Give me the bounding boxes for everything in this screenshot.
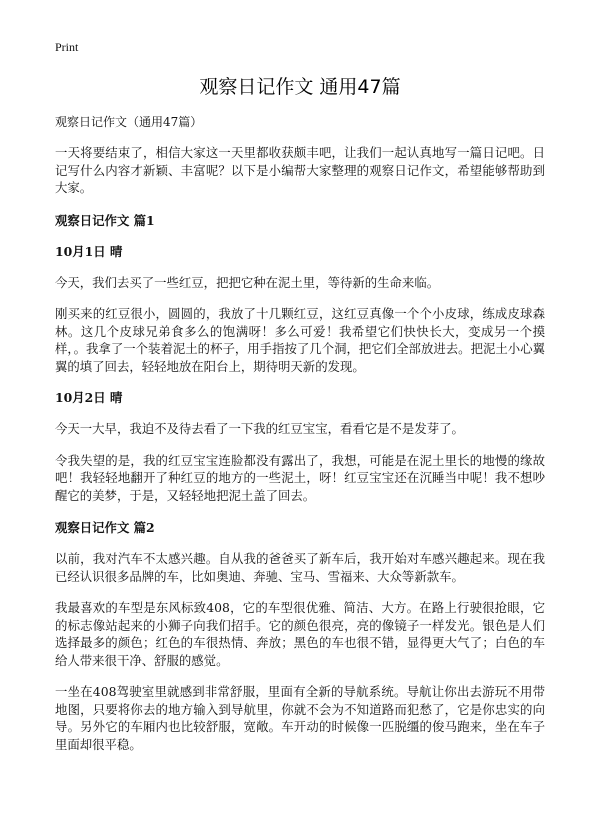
diary-date: 10月1日 晴 [55, 243, 123, 259]
body-paragraph: 今天，我们去买了一些红豆，把把它种在泥土里，等待新的生命来临。 [55, 274, 440, 290]
diary-date: 10月2日 晴 [55, 390, 123, 405]
body-paragraph: 一坐在408驾驶室里就感到非常舒服，里面有全新的导航系统。导航让你出去游玩不用带地图，只要将你去的地方输入到导航里，你就不会为不知道路而犯愁了，它是你忠实的向导。另外它的车厢内也比较舒服，宽敞。车开动的时候像一匹脱缰的俊马跑来，坐在车子里面却很平稳。 [55, 684, 545, 752]
document-subtitle: 观察日记作文（通用47篇） [55, 115, 203, 129]
body-paragraph: 今天一大早，我迫不及待去看了一下我的红豆宝宝，看看它是不是发芽了。 [55, 421, 464, 436]
section-heading: 观察日记作文 篇1 [55, 212, 155, 228]
document-title: 观察日记作文 通用47篇 [199, 76, 401, 98]
body-paragraph: 刚买来的红豆很小，圆圆的，我放了十几颗红豆，这红豆真像一个个小皮球，练成皮球森林。这几个皮球兄弟食多么的饱满呀！多么可爱！我希望它们快快长大，变成另一个摸样，。我拿了一个装着泥土的杯子，用手指按了几个洞，把它们全部放进去。把泥土小心翼翼的填了回去，轻轻地放在阳台上，期待明天新的发现。 [55, 306, 545, 374]
print-link[interactable]: Print [55, 40, 79, 54]
body-paragraph: 令我失望的是，我的红豆宝宝连脸都没有露出了，我想，可能是在泥土里长的地慢的缘故吧！我轻轻地翻开了种红豆的地方的一些泥土，呀！红豆宝宝还在沉睡当中呢！我不想吵醒它的美梦，于是，又轻轻地把泥土盖了回去。 [55, 452, 545, 503]
section-heading: 观察日记作文 篇2 [55, 520, 155, 535]
body-paragraph: 我最喜欢的车型是东风标致408，它的车型很优雅、简洁、大方。在路上行驶很抢眼，它的标志像站起来的小狮子向我们招手。它的颜色很亮，亮的像镜子一样发光。银色是人们选择最多的颜色；红色的车很热情、奔放；黑色的车也很不错，显得更大气了；白色的车给人带来很干净、舒服的感觉。 [55, 600, 545, 668]
body-paragraph: 以前，我对汽车不太感兴趣。自从我的爸爸买了新车后，我开始对车感兴趣起来。现在我已经认识很多品牌的车，比如奥迪、奔驰、宝马、雪福来、大众等新款车。 [55, 551, 545, 584]
intro-paragraph: 一天将要结束了，相信大家这一天里都收获颇丰吧，让我们一起认真地写一篇日记吧。日记写什么内容才新颖、丰富呢？以下是小编帮大家整理的观察日记作文，希望能够帮助到大家。 [55, 145, 545, 195]
